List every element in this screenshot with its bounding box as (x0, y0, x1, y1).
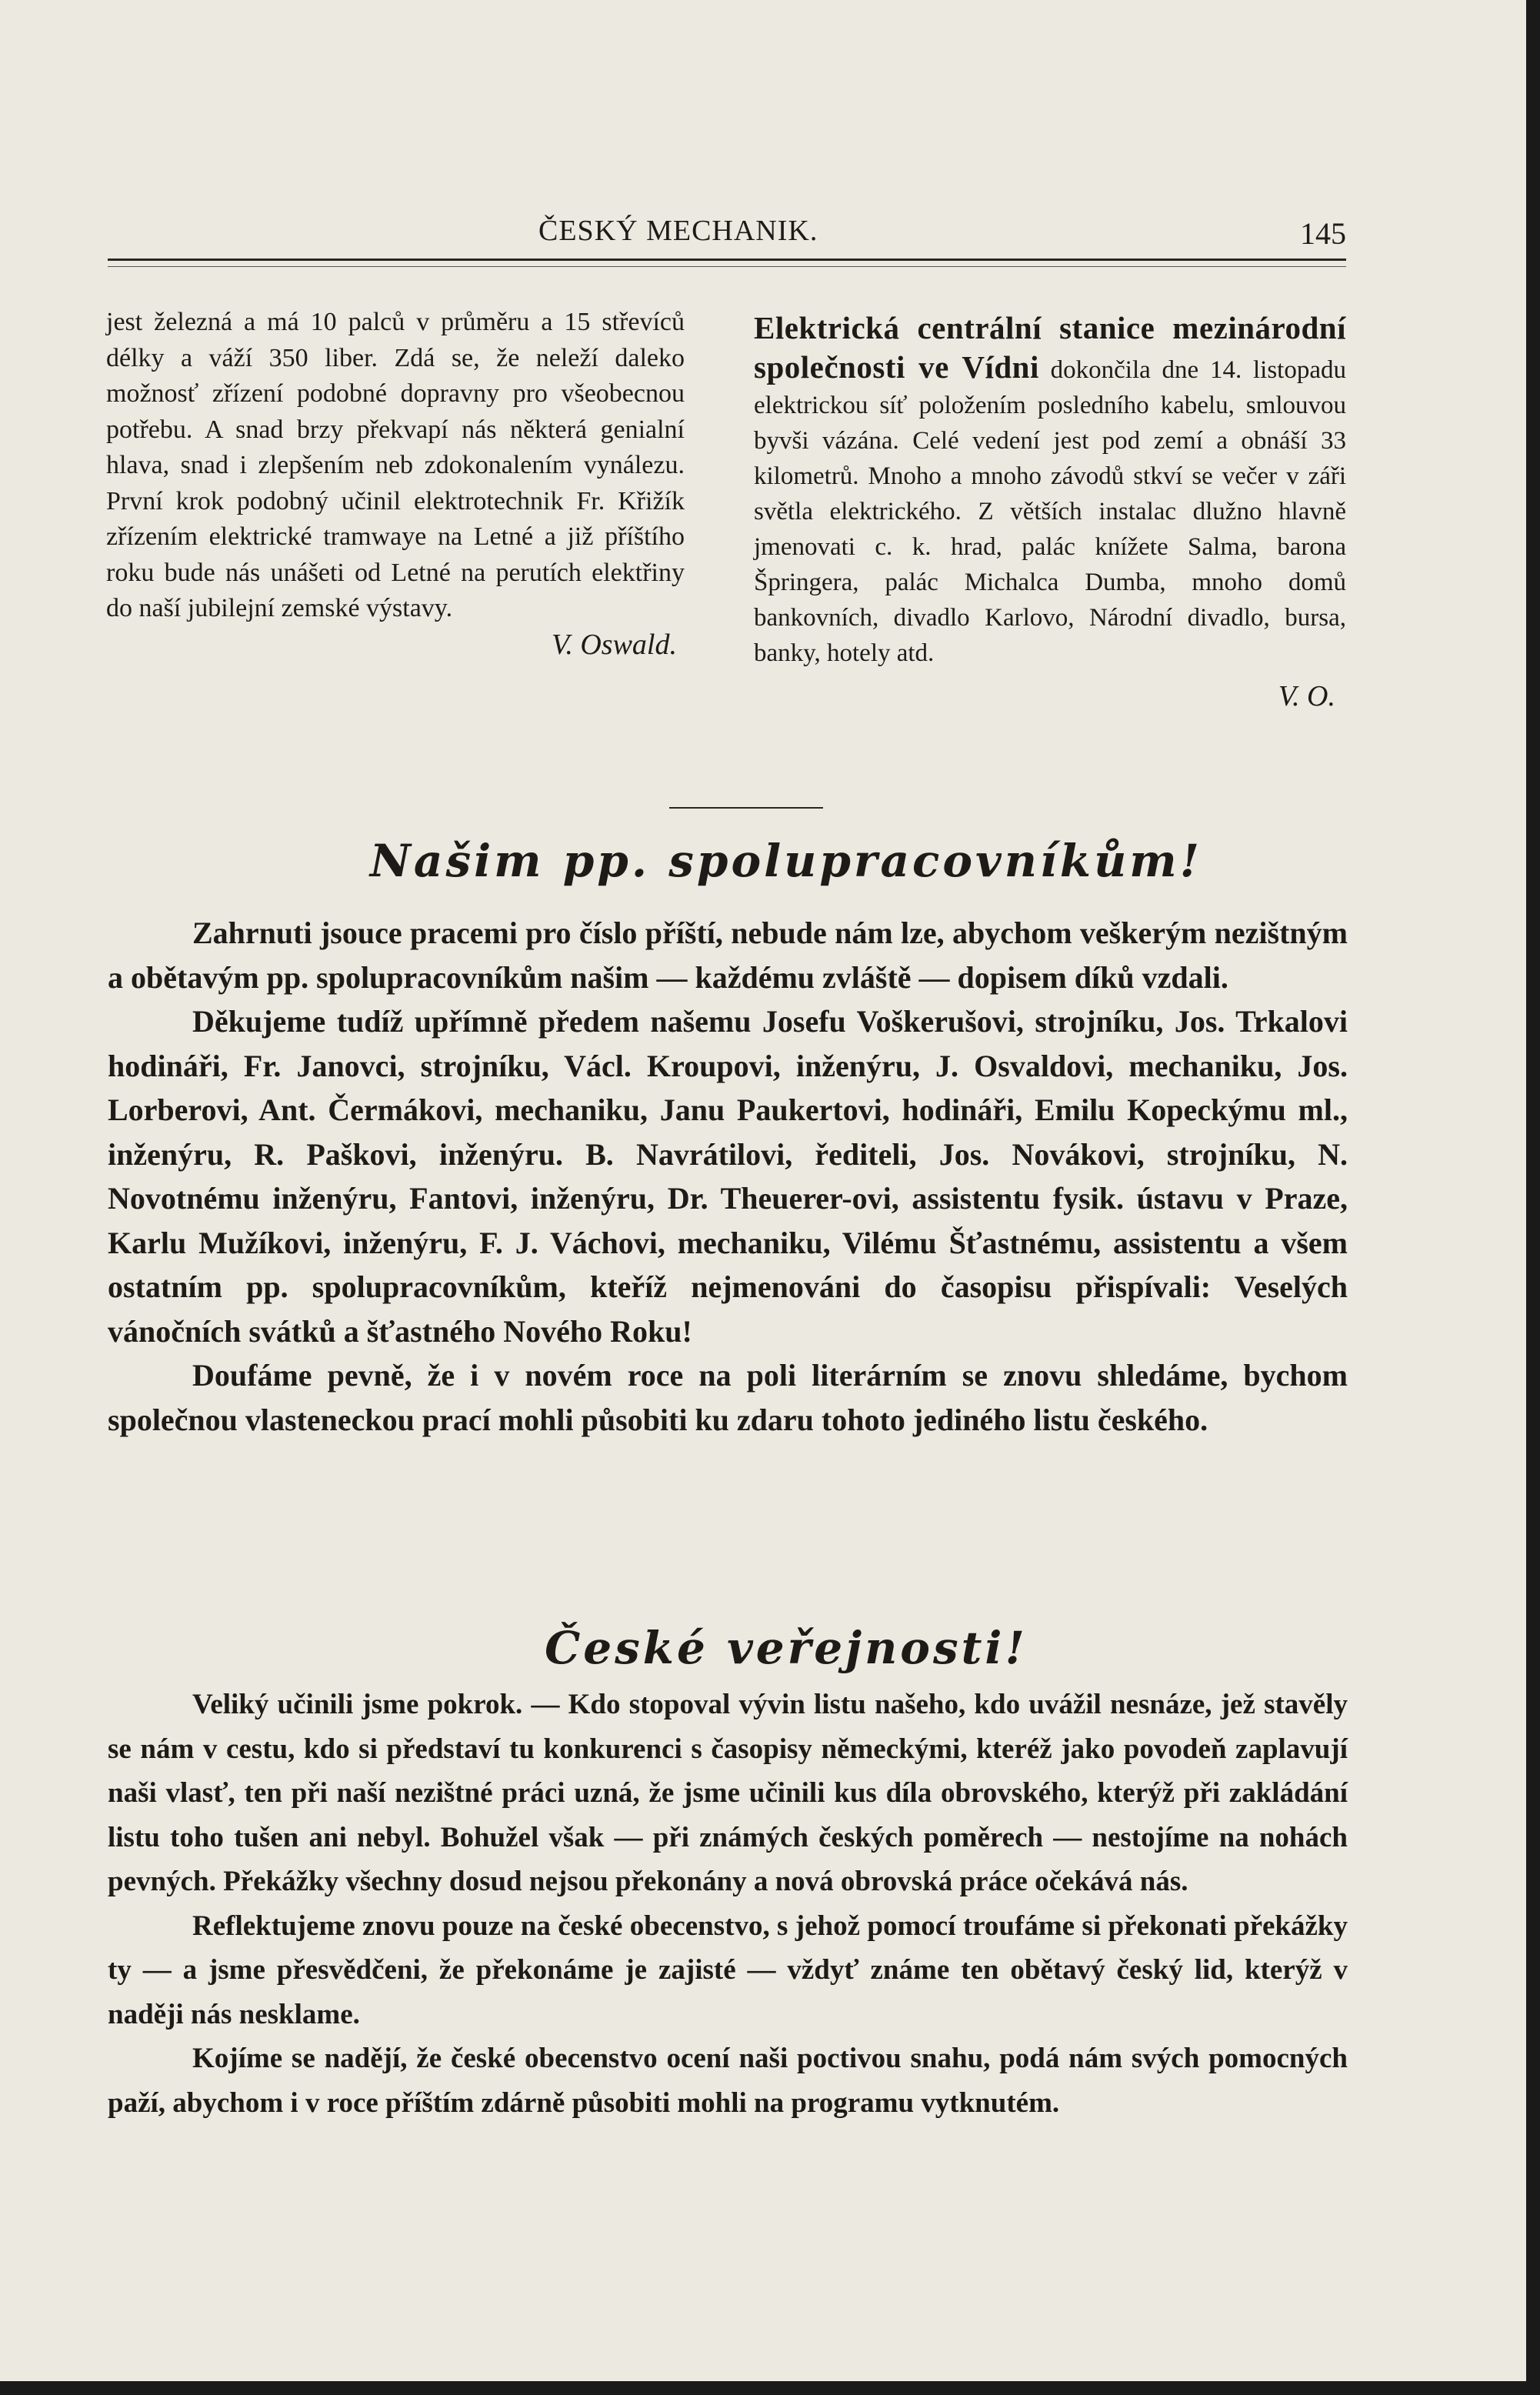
paragraph: Kojíme se nadějí, že české obecenstvo ocení naši poctivou snahu, podá nám svých pomocných paží, abychom i v roce příštím zdárně působiti mohli na programu vytknutém. (108, 2043, 1348, 2119)
right-column (754, 309, 1346, 714)
section-body-collaborators (108, 911, 1348, 1442)
running-title: ČESKÝ MECHANIK. (538, 215, 818, 247)
paragraph: Děkujeme tudíž upřímně předem našemu Josefu Voškerušovi, strojníku, Jos. Trkalovi hodináři, Fr. Janovci, strojníku, Václ. Kroupovi, inženýru, J. Osvaldovi, mechaniku, Jos. Lorberovi, Ant. Čermákovi, mechaniku, Janu Paukertovi, hodináři, Emilu Kopeckýmu ml., inženýru, R. Paškovi, inženýru. B. Navrátilovi, řediteli, Jos. Novákovi, strojníku, N. Novotnému inženýru, Fantovi, inženýru, Dr. Theuerer-ovi, assistentu fysik. ústavu v Praze, Karlu Mužíkovi, inženýru, F. J. Váchovi, mechaniku, Vilému Šťastnému, assistentu a všem ostatním pp. spolupracovníkům, kteříž nejmenováni do časopisu přispívali: Veselých vánočních svátků a šťastného Nového Roku! (108, 1004, 1348, 1349)
right-column-lead: Elektrická centrální stanice mezinárodní společnosti ve Vídni (754, 310, 1346, 385)
header-rule-thin (108, 266, 1346, 267)
right-column-text: dokončila dne 14. listopadu elektrickou síť položením posledního kabelu, smlouvou byvši vázána. Celé vedení jest pod zemí a obnáší 33 kilometrů. Mnoho a mnoho závodů stkví se večer v záři světla elektrického. Z větších instalac dlužno hlavně jmenovati c. k. hrad, palác knížete Salma, barona Špringera, palác Michalca Dumba, mnoho domů bankovních, divadlo Karlovo, Národní divadlo, bursa, banky, hotely atd. (754, 356, 1346, 667)
paragraph: Zahrnuti jsouce pracemi pro číslo příští, nebude nám lze, abychom veškerým nezištným a obětavým pp. spolupracovníkům našim — každému zvláště — dopisem díků vzdali. (108, 916, 1348, 995)
left-column-signature: V. Oswald. (552, 628, 677, 661)
paragraph: Doufáme pevně, že i v novém roce na poli literárním se znovu shledáme, bychom společnou vlasteneckou prací mohli působiti ku zdaru tohoto jediného listu českého. (108, 1358, 1348, 1437)
section-divider (669, 807, 823, 809)
paragraph: Veliký učinili jsme pokrok. — Kdo stopoval vývin listu našeho, kdo uvážil nesnáze, jež stavěly se nám v cestu, kdo si představí tu konkurenci s časopisy německými, kteréž jako povodeň zaplavují naši vlasť, ten při naší nezištné práci uzná, že jsme učinili kus díla obrovského, kterýž při zakládání listu toho tušen ani nebyl. Bohužel však — při známých českých poměrech — nestojíme na nohách pevných. Překážky všechny dosud nejsou překonány a nová obrovská práce očekává nás. (108, 1689, 1348, 1897)
page-header (108, 214, 1346, 252)
section-body-public (108, 1683, 1348, 2125)
left-column (106, 305, 685, 662)
paragraph: Reflektujeme znovu pouze na české obecenstvo, s jehož pomocí troufáme si překonati překážky ty — a jsme přesvědčeni, že překonáme je zajisté — vždyť známe ten obětavý český lid, kterýž v naději nás nesklame. (108, 1910, 1348, 2030)
header-rule (108, 259, 1346, 261)
right-column-signature: V. O. (1278, 680, 1335, 712)
section-heading-public: České veřejnosti! (545, 1622, 1028, 1674)
page-number: 145 (1300, 216, 1346, 251)
section-heading-collaborators: Našim pp. spolupracovníkům! (369, 835, 1203, 887)
left-column-text: jest železná a má 10 palců v průměru a 15 střevíců délky a váží 350 liber. Zdá se, že neleží daleko možnosť zřízení podobné dopravny pro všeobecnou potřebu. A snad brzy překvapí nás některá genialní hlava, snad i zlepšením neb zdokonalením vynálezu. První krok podobný učinil elektrotechnik Fr. Křižík zřízením elektrické tramwaye na Letné a již příštího roku bude nás unášeti od Letné na perutích elektřiny do naší jubilejní zemské výstavy. (106, 308, 685, 622)
